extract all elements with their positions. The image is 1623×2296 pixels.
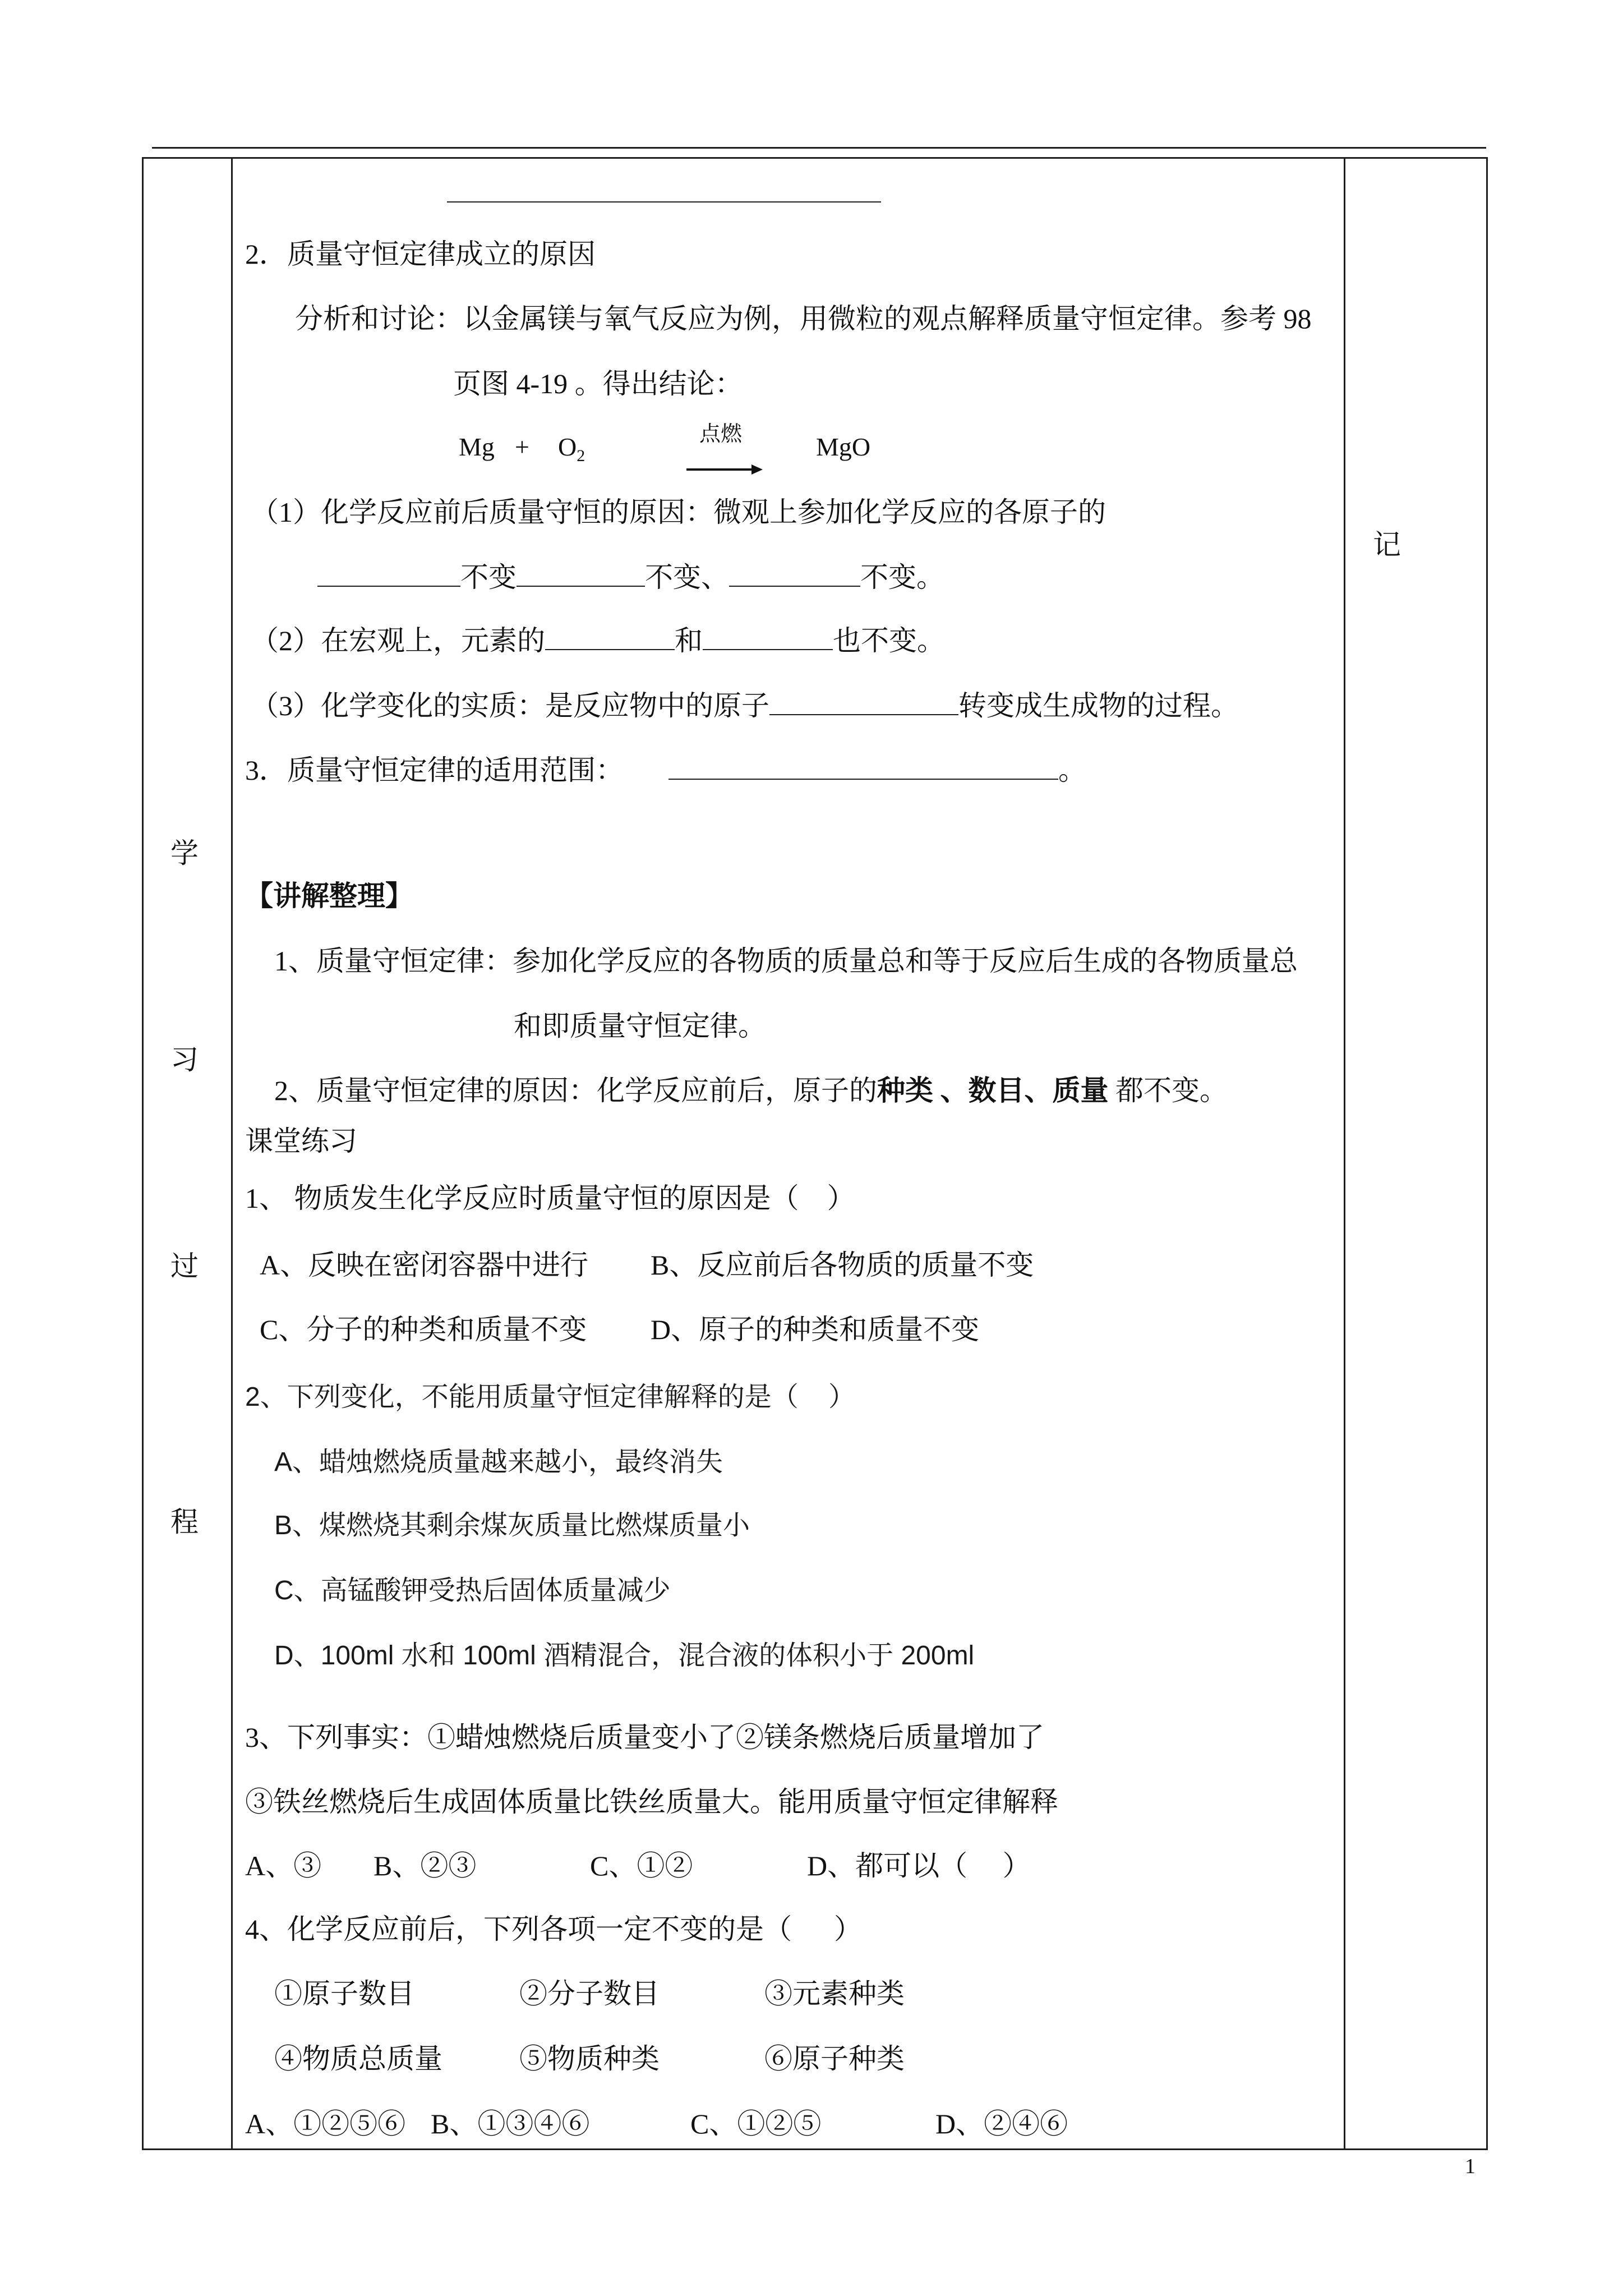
blank-suffix: 不变、	[645, 562, 729, 593]
q2-stem: 2、下列变化，不能用质量守恒定律解释的是（ ）	[245, 1382, 856, 1412]
table-inner-right-border	[1344, 157, 1345, 2150]
reason3-after: 转变成生成物的过程。	[958, 690, 1239, 721]
practice-heading: 课堂练习	[245, 1125, 357, 1157]
q4-option-a: A、①②⑤⑥	[245, 2108, 406, 2139]
q1-option-d: D、原子的种类和质量不变	[651, 1314, 980, 1345]
table-inner-left-border	[231, 157, 233, 2150]
answer-blank	[317, 561, 460, 587]
reason3-line	[251, 689, 1239, 723]
q3-option-c: C、①②	[590, 1850, 693, 1881]
q4-option-b: B、①③④⑥	[431, 2108, 590, 2139]
section3-line	[245, 753, 1086, 787]
q1-option-c: C、分子的种类和质量不变	[260, 1314, 587, 1345]
answer-blank	[769, 689, 958, 715]
reaction-condition: 点燃	[699, 422, 743, 446]
blank-suffix: 不变。	[860, 562, 944, 593]
q3-option-d: D、都可以（ ）	[807, 1850, 1031, 1881]
summary-item2-bold: 种类 、数目、质量	[877, 1075, 1109, 1106]
q3-line1: 3、下列事实：①蜡烛燃烧后质量变小了②镁条燃烧后质量增加了	[245, 1722, 1044, 1753]
table-right-border	[1486, 157, 1488, 2150]
side-label-xue: 学	[170, 838, 199, 869]
side-label-xi: 习	[170, 1044, 199, 1075]
section3-text: 3．质量守恒定律的适用范围：	[245, 754, 624, 786]
reason2-before: （2）在宏观上，元素的	[251, 625, 545, 656]
equation-product-mgo: MgO	[816, 432, 871, 461]
side-label-notes: 记	[1373, 529, 1401, 560]
equation-o: O	[558, 432, 577, 461]
q3-option-b: B、②③	[374, 1850, 477, 1881]
q2-option-d: D、100ml 水和 100ml 酒精混合，混合液的体积小于 200ml	[274, 1641, 975, 1671]
q1-option-a: A、反映在密闭容器中进行	[260, 1249, 589, 1281]
answer-line-top	[447, 201, 881, 203]
reason1-blanks-line	[317, 560, 944, 594]
equation-plus: +	[515, 432, 529, 461]
section3-end: 。	[1058, 754, 1086, 786]
equation-reactant-mg: Mg	[459, 432, 495, 461]
analysis-text: 分析和讨论：以金属镁与氧气反应为例，用微粒的观点解释质量守恒定律。参考 98	[295, 303, 1312, 334]
q2-option-a: A、蜡烛燃烧质量越来越小，最终消失	[274, 1447, 723, 1477]
q4-item-1: ①原子数目	[274, 1978, 414, 2009]
analysis-text-cont: 页图 4-19 。得出结论：	[453, 368, 743, 399]
q3-line2: ③铁丝燃烧后生成固体质量比铁丝质量大。能用质量守恒定律解释	[245, 1786, 1058, 1818]
reason2-line	[251, 624, 945, 657]
blank-suffix: 不变	[460, 562, 517, 593]
summary-item1-line2: 和即质量守恒定律。	[514, 1010, 766, 1042]
side-label-guo: 过	[170, 1250, 199, 1282]
table-top-border	[142, 157, 1488, 159]
side-label-cheng: 程	[170, 1506, 199, 1538]
table-left-border	[142, 157, 144, 2150]
q1-stem: 1、 物质发生化学反应时质量守恒的原因是（ ）	[245, 1182, 855, 1214]
reason2-after: 也不变。	[833, 625, 945, 656]
answer-blank	[729, 561, 860, 587]
q4-option-c: C、①②⑤	[690, 2108, 822, 2139]
q4-item-2: ②分子数目	[519, 1978, 660, 2009]
reason2-mid: 和	[675, 625, 703, 656]
q3-option-a: A、③	[245, 1850, 322, 1881]
header-rule	[152, 147, 1486, 149]
answer-blank	[545, 624, 675, 650]
q4-option-d: D、②④⑥	[935, 2108, 1068, 2139]
q2-option-b: B、煤燃烧其剩余煤灰质量比燃煤质量小	[274, 1511, 750, 1540]
answer-blank	[703, 624, 833, 650]
summary-heading: 【讲解整理】	[245, 880, 413, 912]
section2-heading: 2．质量守恒定律成立的原因	[245, 238, 596, 270]
q1-option-b: B、反应前后各物质的质量不变	[651, 1249, 1034, 1281]
summary-item2-after: 都不变。	[1108, 1075, 1228, 1106]
reason3-before: （3）化学变化的实质：是反应物中的原子	[251, 690, 769, 721]
answer-blank	[668, 754, 1058, 780]
equation-o-subscript: 2	[577, 447, 585, 465]
equation-reactant-o2	[558, 430, 585, 473]
q2-option-c: C、高锰酸钾受热后固体质量减少	[274, 1576, 671, 1605]
q4-item-4: ④物质总质量	[274, 2043, 442, 2074]
q4-item-5: ⑤物质种类	[519, 2043, 660, 2074]
reaction-arrow	[685, 462, 765, 477]
reason1-text: （1）化学反应前后质量守恒的原因：微观上参加化学反应的各原子的	[251, 496, 1106, 528]
summary-item2-before: 2、质量守恒定律的原因：化学反应前后，原子的	[274, 1075, 877, 1106]
page-number: 1	[1465, 2155, 1476, 2178]
summary-item1-line1: 1、质量守恒定律：参加化学反应的各物质的质量总和等于反应后生成的各物质量总	[274, 945, 1298, 977]
q4-item-3: ③元素种类	[764, 1978, 905, 2009]
q4-stem: 4、化学反应前后，下列各项一定不变的是（ ）	[245, 1913, 862, 1945]
table-bottom-border	[142, 2148, 1488, 2150]
summary-item2	[274, 1074, 1228, 1107]
answer-blank	[517, 561, 645, 587]
q4-item-6: ⑥原子种类	[764, 2043, 905, 2074]
